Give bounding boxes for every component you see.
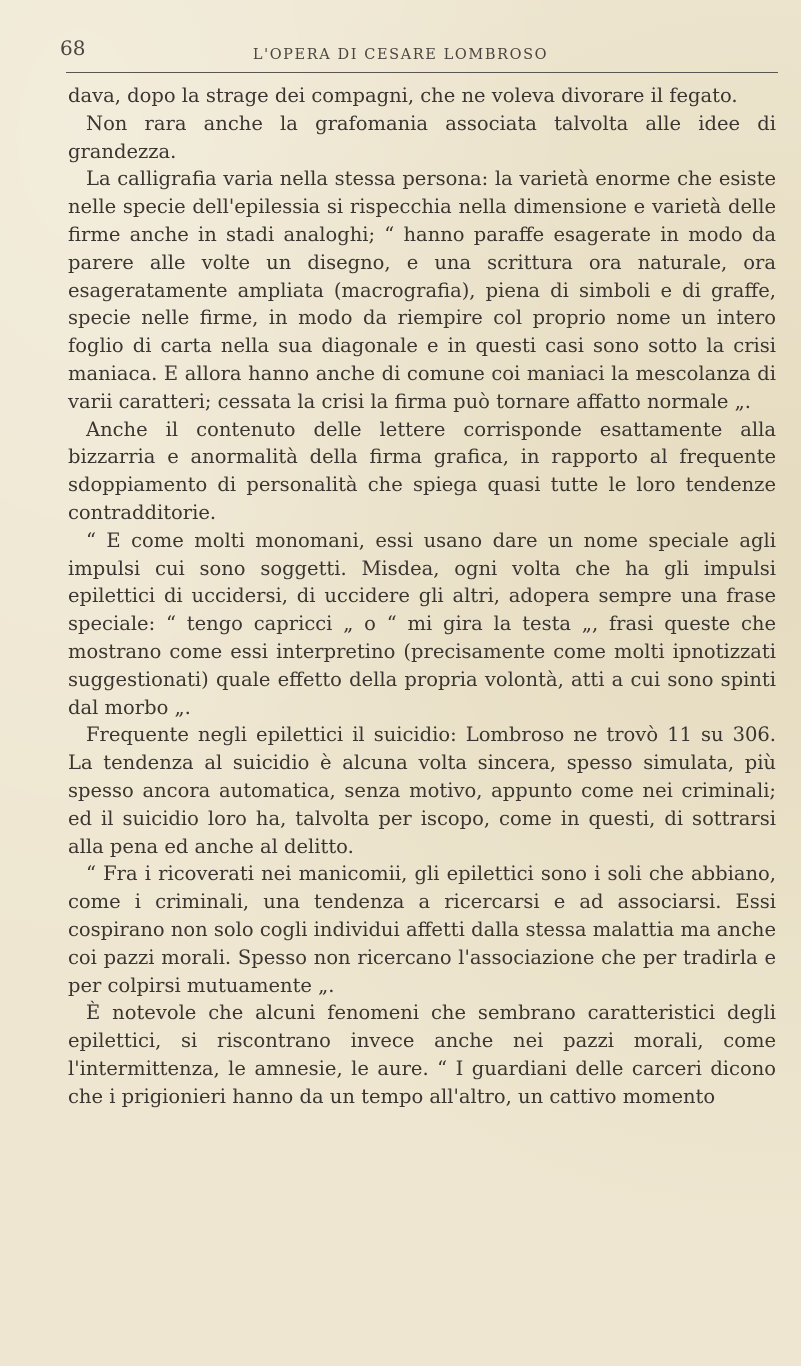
page-number: 68 [60, 36, 86, 60]
paragraph-suicidio: Frequente negli epilettici il suicidio: Lombroso ne trovò 11 su 306. La tendenza al suicidio è alcuna volta sincera, spesso simulata, più spesso ancora automatica, senza motivo, appunto come nei criminali; ed il suicidio loro ha, talvolta per iscopo, come in questi, di sottrarsi alla pena ed anche al delitto. [68, 723, 776, 858]
body-text [68, 82, 776, 1110]
paragraph-fenomeni: È notevole che alcuni fenomeni che sembrano caratteristici degli epilettici, si riscontrano invece anche nei pazzi morali, come l'intermittenza, le amnesie, le aure. “ I guardiani delle carceri dicono che i prigionieri hanno da un tempo all'altro, un cattivo momento [68, 1001, 776, 1108]
running-title: L'OPERA DI CESARE LOMBROSO [252, 47, 549, 63]
paragraph-continuation: dava, dopo la strage dei compagni, che ne voleva divorare il fegato. [68, 84, 738, 107]
paragraph-contenuto-lettere: Anche il contenuto delle lettere corrisponde esattamente alla bizzarria e anormalità della firma grafica, in rapporto al frequente sdoppiamento di personalità che spiega quasi tutte le loro tendenze contradditorie. [68, 417, 776, 524]
paragraph-grafomania: Non rara anche la grafomania associata talvolta alle idee di grandezza. [68, 111, 776, 163]
paragraph-ricoverati: “ Fra i ricoverati nei manicomii, gli epilettici sono i soli che abbiano, come i criminali, una tendenza a ricercarsi e ad associarsi. Essi cospirano non solo cogli individui affetti dalla stessa malattia ma anche coi pazzi morali. Spesso non ricercano l'associazione che per tradirla e per colpirsi mutuamente „. [68, 862, 776, 997]
paragraph-calligrafia: La calligrafia varia nella stessa persona: la varietà enorme che esiste nelle specie dell'epilessia si rispecchia nella dimensione e varietà delle firme anche in stadi analoghi; “ hanno paraffe esagerate in modo da parere alle volte un disegno, e una scrittura ora naturale, ora esageratamente ampliata (macrografia), piena di simboli e di graffe, specie nelle firme, in modo da riempire col proprio nome un intero foglio di carta nella sua diagonale e in questi casi sono sotto la crisi maniaca. E allora hanno anche di comune coi maniaci la mescolanza di varii caratteri; cessata la crisi la firma può tornare affatto normale „. [68, 167, 776, 413]
running-head [0, 36, 801, 66]
paragraph-monomani: “ E come molti monomani, essi usano dare un nome speciale agli impulsi cui sono soggetti. Misdea, ogni volta che ha gli impulsi epilettici di uccidersi, di uccidere gli altri, adopera sempre una frase speciale: “ tengo capricci „ o “ mi gira la testa „, frasi queste che mostrano come essi interpretino (precisamente come molti ipnotizzati suggestionati) quale effetto della propria volontà, atti a cui sono spinti dal morbo „. [68, 528, 776, 719]
header-rule [66, 72, 778, 73]
